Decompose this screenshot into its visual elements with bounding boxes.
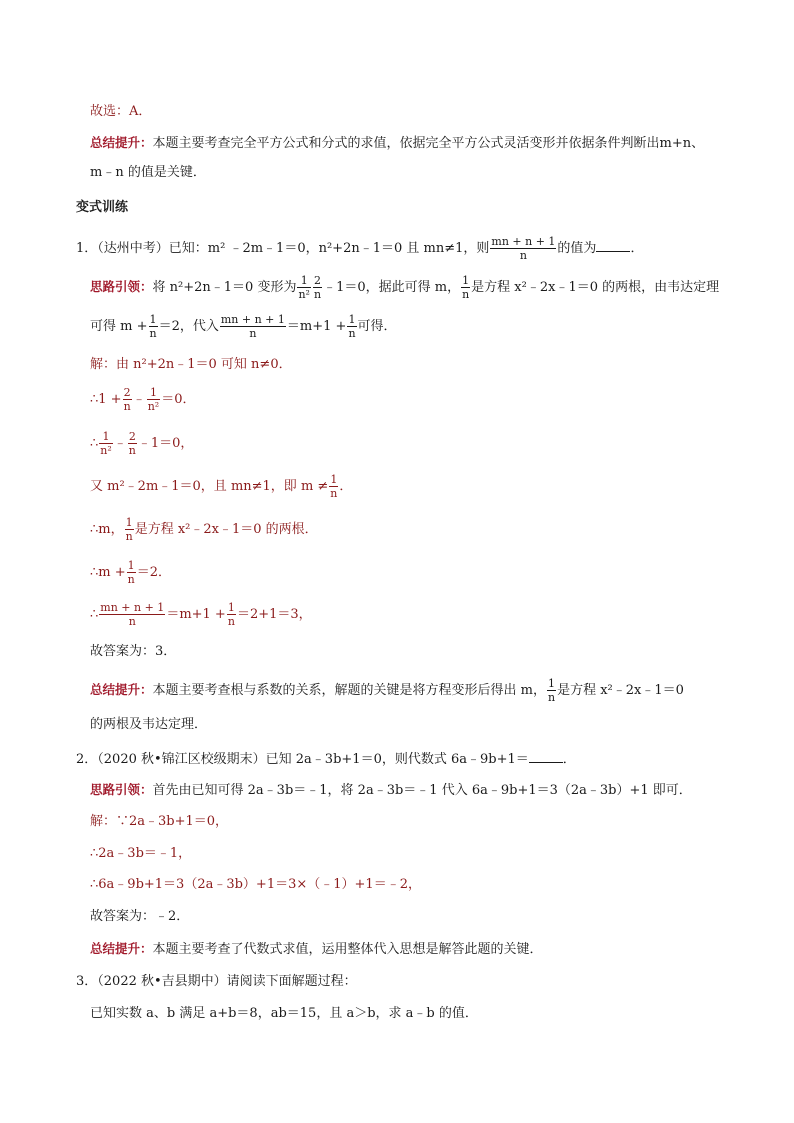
q1-condition: m² ﹣2m﹣1＝0，n²+2n﹣1＝0 且 mn≠1，则 xyxy=(207,241,490,256)
question-3: 3．（2022 秋•吉县期中）请阅读下面解题过程： xyxy=(76,974,357,989)
q3-line: 已知实数 a、b 满足 a+b＝8，ab＝15，且 a＞b，求 a﹣b 的值． xyxy=(90,1006,478,1021)
hint-tag: 思路引领 xyxy=(90,279,141,294)
q2-solution-1: 解：∵2a﹣3b+1＝0， xyxy=(90,814,229,829)
q1-hint-1: 思路引领：将 n²+2n﹣1＝0 变形为 $\frac{1}{\text{n²}}$ $\frac{2}{n}$ ﹣1＝0，据此可得 m， $\frac{1}{n}$ 是方程 x²﹣2x﹣1＝0 的两根，由韦达定理 xyxy=(90,274,720,301)
summary-tag: 总结提升 xyxy=(90,135,141,150)
q1-solution-4: 又 m²﹣2m﹣1＝0，且 mn≠1，即 m ≠ $\frac{1}{n}$ ． xyxy=(90,473,353,500)
summary-text-2: m﹣n 的值是关键． xyxy=(90,165,206,180)
q1-solution-5: ∴m， $\frac{1}{n}$ 是方程 x²﹣2x﹣1＝0 的两根． xyxy=(90,516,318,543)
answer-blank xyxy=(596,239,630,252)
q1-summary-1: 总结提升：本题主要考查根与系数的关系，解题的关键是将方程变形后得出 m， $\frac{1}{n}$ 是方程 x²﹣2x﹣1＝0 xyxy=(90,677,684,704)
q1-hint-2: 可得 m + $\frac{1}{n}$ ＝2，代入 $\frac{mn + n + 1}{n}$ ＝m+1 + $\frac{1}{n}$ 可得． xyxy=(90,313,397,340)
q1-fraction-num: mn + n + 1 xyxy=(491,235,556,248)
q1-solution-2: ∴1 + $\frac{2}{n}$ ﹣ $\frac{1}{\text{n²}}$ ＝0． xyxy=(90,386,196,413)
q1-fraction-den: n xyxy=(519,249,527,262)
question-1: 1．（达州中考）已知：m² ﹣2m﹣1＝0，n²+2n﹣1＝0 且 mn≠1，则 $\frac{mn + n + 1}{n}$ 的值为 ． xyxy=(76,235,644,262)
answer-blank xyxy=(529,750,563,763)
q2-hint: 思路引领：首先由已知可得 2a﹣3b＝﹣1，将 2a﹣3b＝﹣1 代入 6a﹣9b+1＝3（2a﹣3b）+1 即可． xyxy=(90,782,692,798)
question-2: 2．（2020 秋•锦江区校级期末）已知 2a﹣3b+1＝0，则代数式 6a﹣9b+1＝ ． xyxy=(76,752,576,767)
q1-fraction xyxy=(490,235,556,262)
q1-solution-3: ∴ $\frac{1}{\text{n²}}$ ﹣ $\frac{2}{n}$ ﹣1＝0， xyxy=(90,430,194,457)
summary-block-1: 总结提升：本题主要考查完全平方公式和分式的求值，依据完全平方公式灵活变形并依据条件判断出m+n、 xyxy=(90,135,705,151)
q1-solution-1: 解：由 n²+2n﹣1＝0 可知 n≠0． xyxy=(90,357,292,372)
q1-answer: 故答案为：3． xyxy=(90,644,177,659)
q1-source: 1．（达州中考）已知： xyxy=(76,241,208,256)
q1-solution-6: ∴m + $\frac{1}{n}$ ＝2． xyxy=(90,559,171,586)
q2-answer: 故答案为：﹣2． xyxy=(90,909,190,924)
section-title: 变式训练 xyxy=(76,200,129,215)
q2-solution-3: ∴6a﹣9b+1＝3（2a﹣3b）+1＝3×（﹣1）+1＝﹣2， xyxy=(90,877,421,892)
answer-line: 故选：A． xyxy=(90,104,152,119)
q2-summary: 总结提升：本题主要考查了代数式求值，运用整体代入思想是解答此题的关键． xyxy=(90,941,543,957)
q1-solution-7: ∴ $\frac{mn + n + 1}{n}$ ＝m+1 + $\frac{1}{n}$ ＝2+1＝3， xyxy=(90,601,312,628)
q2-solution-2: ∴2a﹣3b＝﹣1， xyxy=(90,846,192,861)
q1-summary-2: 的两根及韦达定理． xyxy=(90,717,208,732)
q1-ask: 的值为 xyxy=(557,241,597,256)
summary-text: 本题主要考查完全平方公式和分式的求值，依据完全平方公式灵活变形并依据条件判断出m+n、 xyxy=(152,136,705,151)
